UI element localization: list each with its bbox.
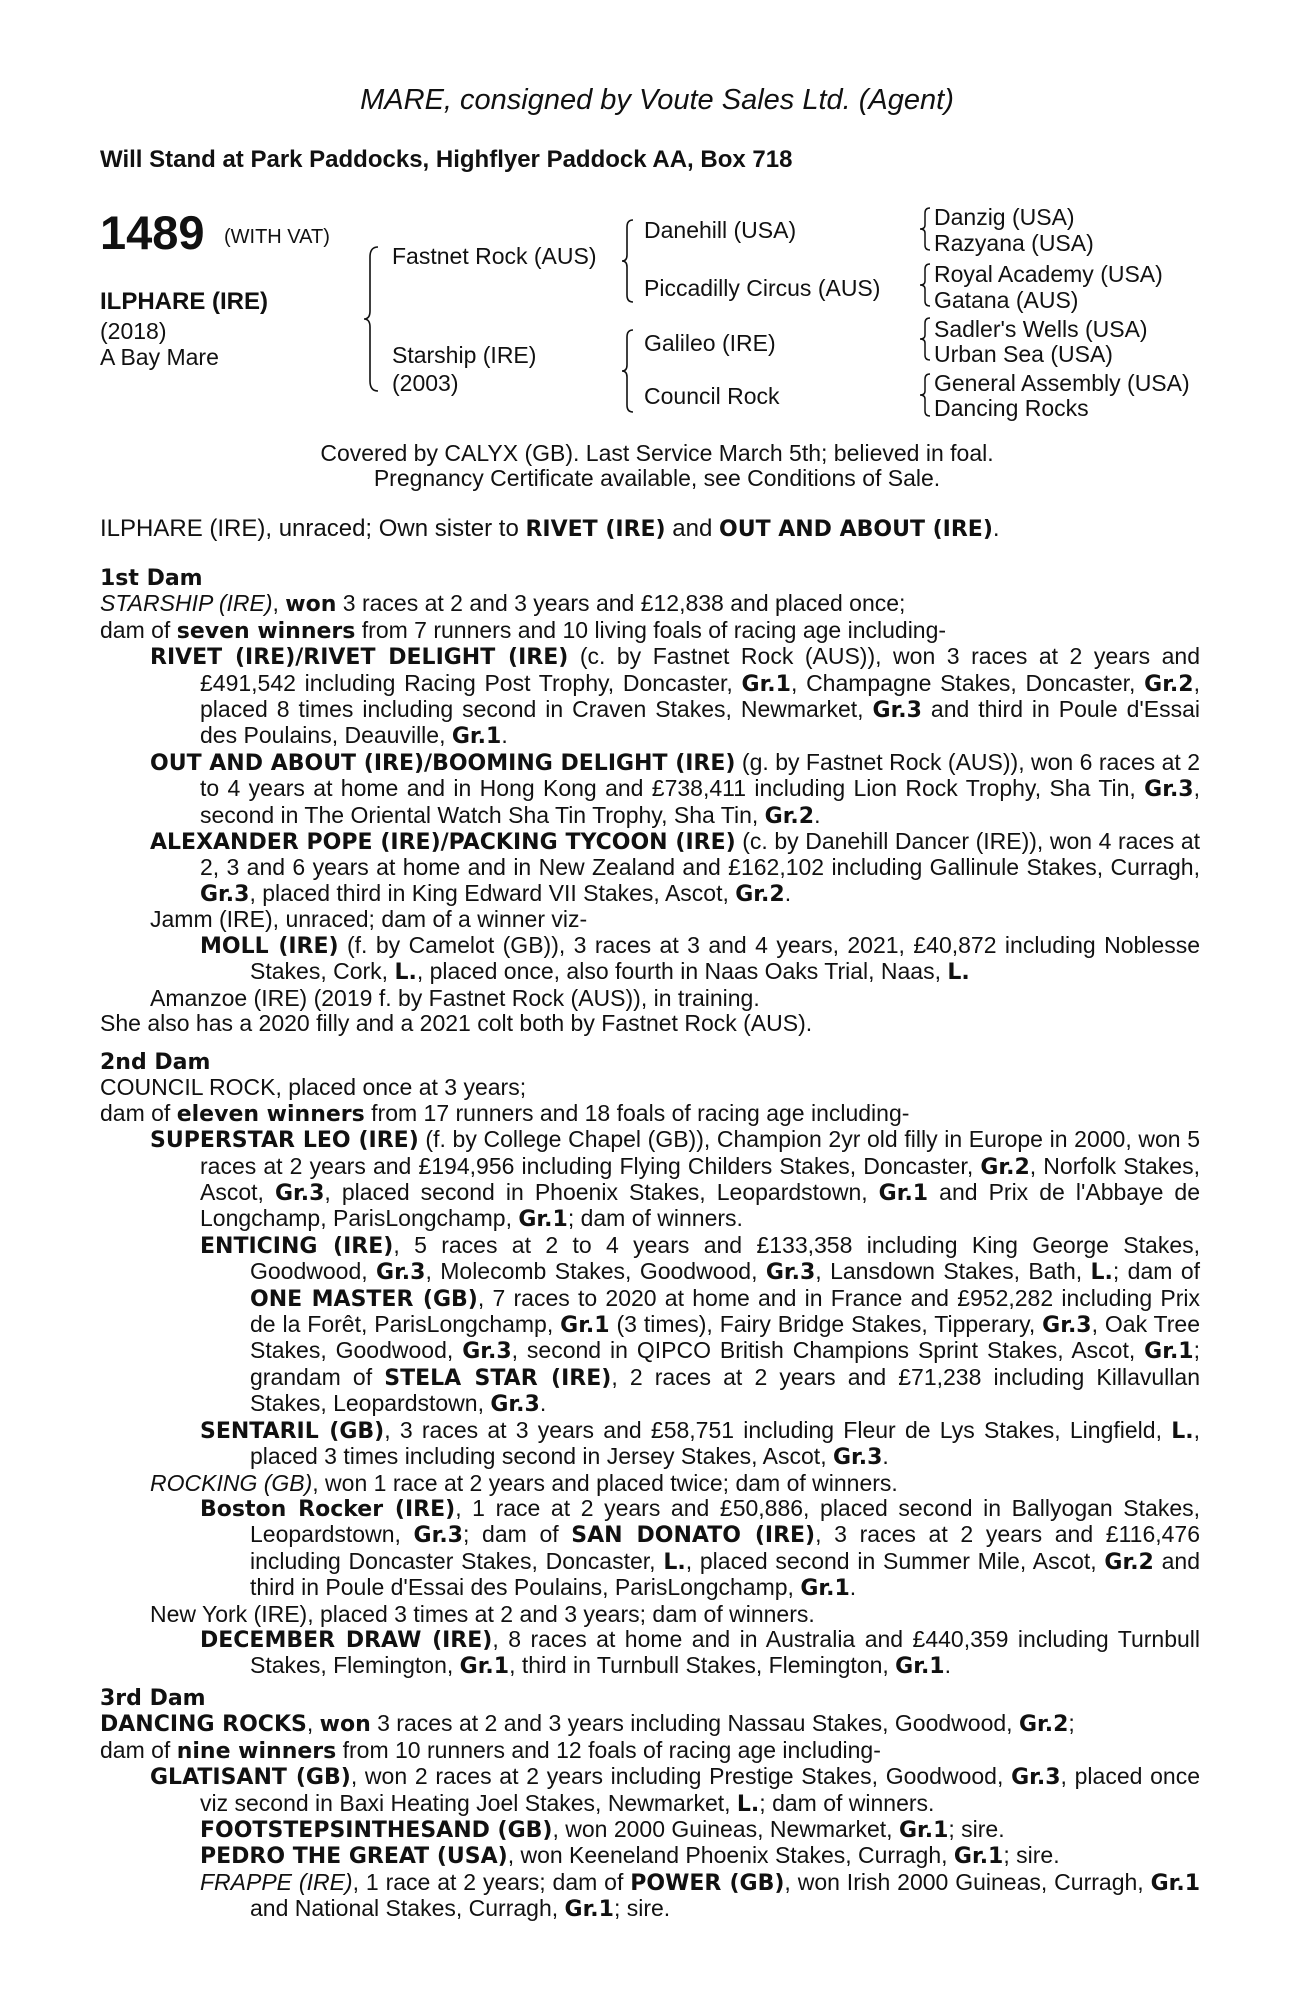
pedigree-brace-main [362, 245, 382, 393]
pedigree-dam: Starship (IRE) [392, 342, 537, 368]
produce-entry: ALEXANDER POPE (IRE)/PACKING TYCOON (IRE) (c. by Danehill Dancer (IRE)), won 4 races at 2, 3 and 6 years at home and in New Zealand and £162,102 including Gallinule Stakes, Curragh, Gr.3, placed third in King Edward VII Stakes, Ascot, Gr.2. [150, 828, 1200, 907]
produce-entry: Boston Rocker (IRE), 1 race at 2 years and £50,886, placed second in Ballyogan Stakes, Leopardstown, Gr.3; dam of SAN DONATO (IRE), 3 races at 2 years and £116,476 including Doncaster Stakes, Doncaster, L., placed second in Summer Mile, Ascot, Gr.2 and third in Poule d'Essai des Poulains, ParisLongchamp, Gr.1. [200, 1494, 1201, 1602]
first-dam-section [100, 566, 1200, 1036]
dam-record: STARSHIP (IRE), won 3 races at 2 and 3 years and £12,838 and placed once; [100, 590, 906, 618]
produce-entry: FRAPPE (IRE), 1 race at 2 years; dam of POWER (GB), won Irish 2000 Guineas, Curragh, Gr.1 and National Stakes, Curragh, Gr.1; sire. [200, 1868, 1200, 1923]
section-heading: 1st Dam [100, 566, 203, 591]
pedigree-g5: Sadler's Wells (USA) [934, 316, 1148, 342]
produce-entry: Jamm (IRE), unraced; dam of a winner viz- [150, 906, 588, 933]
pedigree-g6: Urban Sea (USA) [934, 341, 1113, 367]
vat-note: (WITH VAT) [224, 226, 330, 248]
pedigree-brace-g4 [918, 372, 932, 418]
pedigree-dam-sire: Galileo (IRE) [644, 330, 776, 356]
produce-entry: DECEMBER DRAW (IRE), 8 races at home and in Australia and £440,359 including Turnbull Stakes, Flemington, Gr.1, third in Turnbull Stakes, Flemington, Gr.1. [200, 1625, 1201, 1680]
pedigree-brace-g1 [918, 206, 932, 252]
pedigree-g7: General Assembly (USA) [934, 370, 1190, 396]
horse-description: A Bay Mare [100, 344, 219, 370]
produce-entry: ROCKING (GB), won 1 race at 2 years and placed twice; dam of winners. [150, 1469, 898, 1496]
produce-entry: ENTICING (IRE), 5 races at 2 to 4 years and £133,358 including King George Stakes, Goodwood, Gr.3, Molecomb Stakes, Goodwood, Gr.3, Lansdown Stakes, Bath, L.; dam of ONE MASTER (GB), 7 races to 2020 at home and in France and £952,282 including Prix de la Forêt, ParisLongchamp, Gr.1 (3 times), Fairy Bridge Stakes, Tipperary, Gr.3, Oak Tree Stakes, Goodwood, Gr.3, second in QIPCO British Champions Sprint Stakes, Ascot, Gr.1; grandam of STELA STAR (IRE), 2 races at 2 years and £71,238 including Killavullan Stakes, Leopardstown, Gr.3. [200, 1231, 1201, 1418]
pedigree-sire-dam: Piccadilly Circus (AUS) [644, 275, 881, 301]
dam-produce-summary: dam of nine winners from 10 runners and 12 foals of racing age including- [100, 1736, 881, 1764]
pedigree-brace-sire [620, 218, 636, 304]
section-heading: 3rd Dam [100, 1686, 206, 1711]
pedigree-brace-g3 [918, 316, 932, 362]
section-heading: 2nd Dam [100, 1050, 211, 1075]
produce-entry: New York (IRE), placed 3 times at 2 and 3 years; dam of winners. [150, 1600, 815, 1627]
produce-note: She also has a 2020 filly and a 2021 colt both by Fastnet Rock (AUS). [100, 1009, 813, 1036]
covering-line: Covered by CALYX (GB). Last Service March 5th; believed in foal. [320, 440, 994, 466]
dam-record: COUNCIL ROCK, placed once at 3 years; [100, 1074, 527, 1101]
dam-produce-summary: dam of eleven winners from 17 runners and 18 foals of racing age including- [100, 1099, 910, 1127]
stand-location: Will Stand at Park Paddocks, Highflyer Paddock AA, Box 718 [100, 146, 793, 173]
pregnancy-line: Pregnancy Certificate available, see Conditions of Sale. [373, 465, 941, 491]
produce-entry: SENTARIL (GB), 3 races at 3 years and £58,751 including Fleur de Lys Stakes, Lingfield, L., placed 3 times including second in Jersey Stakes, Ascot, Gr.3. [200, 1416, 1200, 1471]
produce-entry: PEDRO THE GREAT (USA), won Keeneland Phoenix Stakes, Curragh, Gr.1; sire. [200, 1842, 1060, 1870]
pedigree-g4: Gatana (AUS) [934, 287, 1079, 313]
lot-number: 1489 [100, 206, 205, 259]
pedigree-g8: Dancing Rocks [934, 395, 1089, 421]
pedigree-sire-sire: Danehill (USA) [644, 217, 797, 243]
pedigree-g2: Razyana (USA) [934, 230, 1094, 256]
pedigree-g1: Danzig (USA) [934, 204, 1075, 230]
produce-entry: SUPERSTAR LEO (IRE) (f. by College Chapel (GB)), Champion 2yr old filly in Europe in 2000, won 5 races at 2 years and £194,956 including Flying Childers Stakes, Doncaster, Gr.2, Norfolk Stakes, Ascot, Gr.3, placed second in Phoenix Stakes, Leopardstown, Gr.1 and Prix de l'Abbaye de Longchamp, ParisLongchamp, Gr.1; dam of winners. [150, 1126, 1200, 1233]
second-dam-section [100, 1050, 1200, 1680]
pedigree-brace-dam [620, 328, 636, 414]
pedigree-brace-g2 [918, 262, 932, 308]
third-dam-section [100, 1686, 1200, 1923]
dam-record: DANCING ROCKS, won 3 races at 2 and 3 years including Nassau Stakes, Goodwood, Gr.2; [100, 1710, 1075, 1738]
produce-entry: RIVET (IRE)/RIVET DELIGHT (IRE) (c. by Fastnet Rock (AUS)), won 3 races at 2 years and £491,542 including Racing Post Trophy, Doncaster, Gr.1, Champagne Stakes, Doncaster, Gr.2, placed 8 times including second in Craven Stakes, Newmarket, Gr.3 and third in Poule d'Essai des Poulains, Deauville, Gr.1. [150, 643, 1201, 750]
produce-entry: Amanzoe (IRE) (2019 f. by Fastnet Rock (AUS)), in training. [150, 984, 760, 1011]
pedigree-sire: Fastnet Rock (AUS) [392, 243, 597, 269]
horse-year: (2018) [100, 318, 167, 344]
pedigree-dam-dam: Council Rock [644, 383, 780, 409]
horse-name: ILPHARE (IRE) [100, 288, 268, 315]
produce-summary: ILPHARE (IRE), unraced; Own sister to RIVET (IRE) and OUT AND ABOUT (IRE). [100, 515, 1000, 542]
produce-entry: MOLL (IRE) (f. by Camelot (GB)), 3 races at 3 and 4 years, 2021, £40,872 including Noblesse Stakes, Cork, L., placed once, also fourth in Naas Oaks Trial, Naas, L. [200, 931, 1201, 986]
produce-entry: OUT AND ABOUT (IRE)/BOOMING DELIGHT (IRE) (g. by Fastnet Rock (AUS)), won 6 races at 2 to 4 years at home and in Hong Kong and £738,411 including Lion Rock Trophy, Sha Tin, Gr.3, second in The Oriental Watch Sha Tin Trophy, Sha Tin, Gr.2. [150, 748, 1200, 829]
produce-entry: FOOTSTEPSINTHESAND (GB), won 2000 Guineas, Newmarket, Gr.1; sire. [200, 1816, 1005, 1844]
pedigree-g3: Royal Academy (USA) [934, 261, 1163, 287]
pedigree-dam-year: (2003) [392, 370, 459, 396]
consignor-line: MARE, consigned by Voute Sales Ltd. (Agent) [360, 84, 954, 116]
produce-entry: GLATISANT (GB), won 2 races at 2 years including Prestige Stakes, Goodwood, Gr.3, placed once viz second in Baxi Heating Joel Stakes, Newmarket, L.; dam of winners. [150, 1763, 1200, 1817]
dam-produce-summary: dam of seven winners from 7 runners and 10 living foals of racing age including- [100, 616, 947, 644]
